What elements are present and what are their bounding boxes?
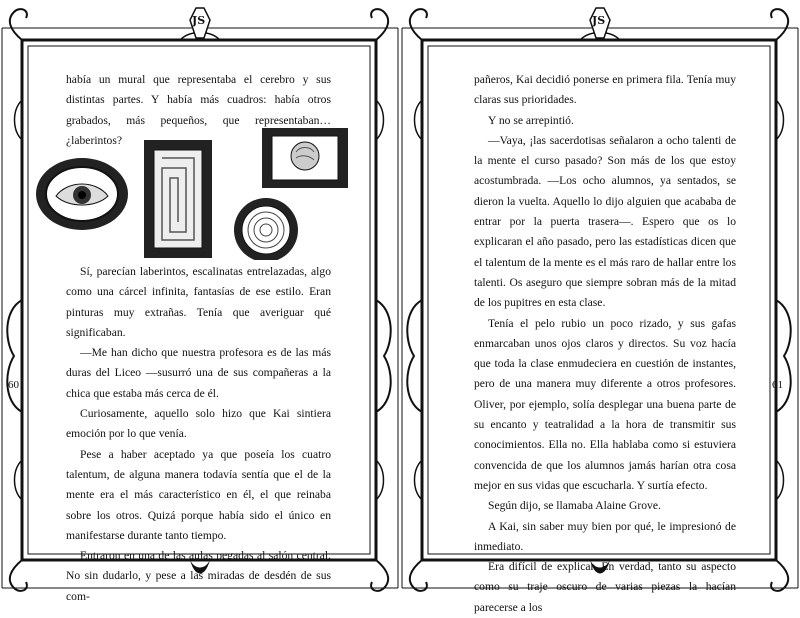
- paragraph: Tenía el pelo rubio un poco rizado, y sus gafas enmarcaban unos ojos claros y directos. Su voz hacía que toda la clase enmudeciera en cuestión de instantes, pero de una manera muy diferente a otros profesores. Oliver, por ejemplo, solía desplegar una buena parte de su encanto y teatralidad a la hora de transmitir sus conocimientos. Ella no. Ella hablaba como si estuviera convencida de que los alumnos jamás harían otra cosa mejor en sus vidas que escucharla. Y surtía efecto.: [474, 316, 736, 492]
- brain-portrait-frame: [262, 128, 348, 188]
- paragraph: Sí, parecían laberintos, escalinatas entrelazadas, algo como una cárcel infinita, fantasías de ese estilo. Eran pinturas muy extrañas. Tenía que averiguar qué significaban.: [66, 265, 331, 339]
- right-page: [400, 0, 800, 614]
- paragraph: —Vaya, ¡las sacerdotisas señalaron a ocho talenti de la mente el curso pasado? Son más de los que estoy acostumbrada. —Los ocho alumnos, ya sentados, se dieron la vuelta. Aquello lo dijo alguien que acababa de entrar por la puerta trasera—. Espero que os lo explicaran el año pasado, pero las estadísticas dicen que el talentum de la mente es el más raro de hallar entre los talenti. Os aseguro que siempre sobran más de la mitad de los pupitres en esta clase.: [474, 133, 736, 310]
- page-number: 61: [772, 379, 783, 391]
- left-page: [0, 0, 400, 603]
- paragraph: Y no se arrepintió.: [488, 113, 574, 127]
- right-text: [474, 70, 736, 618]
- labyrinth-rect-frame: [144, 140, 212, 258]
- paragraph: Entraron en una de las aulas pegadas al salón central. No sin dudarlo, y pese a las miradas de desdén de sus com-: [66, 549, 331, 603]
- paragraph: A Kai, sin saber muy bien por qué, le impresionó de inmediato.: [474, 519, 736, 553]
- labyrinth-round-frame: [234, 198, 298, 260]
- emblem: JS: [192, 14, 206, 27]
- left-bottom-text: [66, 262, 331, 607]
- framed-engravings-illustration: [34, 128, 354, 260]
- paragraph: Era difícil de explicar. En verdad, tanto su aspecto como su traje oscuro de varias piezas la hacían parecerse a los: [474, 560, 736, 614]
- paragraph: había un mural que representaba el cerebro y sus distintas partes. Y había más cuadros: había otros grabados, más pequeños, que representaban… ¿laberintos?: [66, 73, 331, 147]
- paragraph: —Me han dicho que nuestra profesora es de las más duras del Liceo —susurró una de sus compañeras a la chica que estaba más cerca de él.: [66, 346, 331, 400]
- paragraph: pañeros, Kai decidió ponerse en primera fila. Tenía muy claras sus prioridades.: [474, 73, 736, 107]
- page-number: 60: [8, 379, 19, 391]
- paragraph: Pese a haber aceptado ya que poseía los cuatro talentum, de alguna manera todavía sentía que el de la mente era el más característico en él, el que reinaba sobre los otros. Quizá porque había sido el único en manifestarse durante tanto tiempo.: [66, 447, 331, 542]
- emblem: JS: [592, 14, 606, 27]
- eye-portrait-frame: [36, 158, 128, 230]
- paragraph: Curiosamente, aquello solo hizo que Kai sintiera emoción por lo que venía.: [66, 407, 331, 441]
- paragraph: Según dijo, se llamaba Alaine Grove.: [488, 499, 661, 513]
